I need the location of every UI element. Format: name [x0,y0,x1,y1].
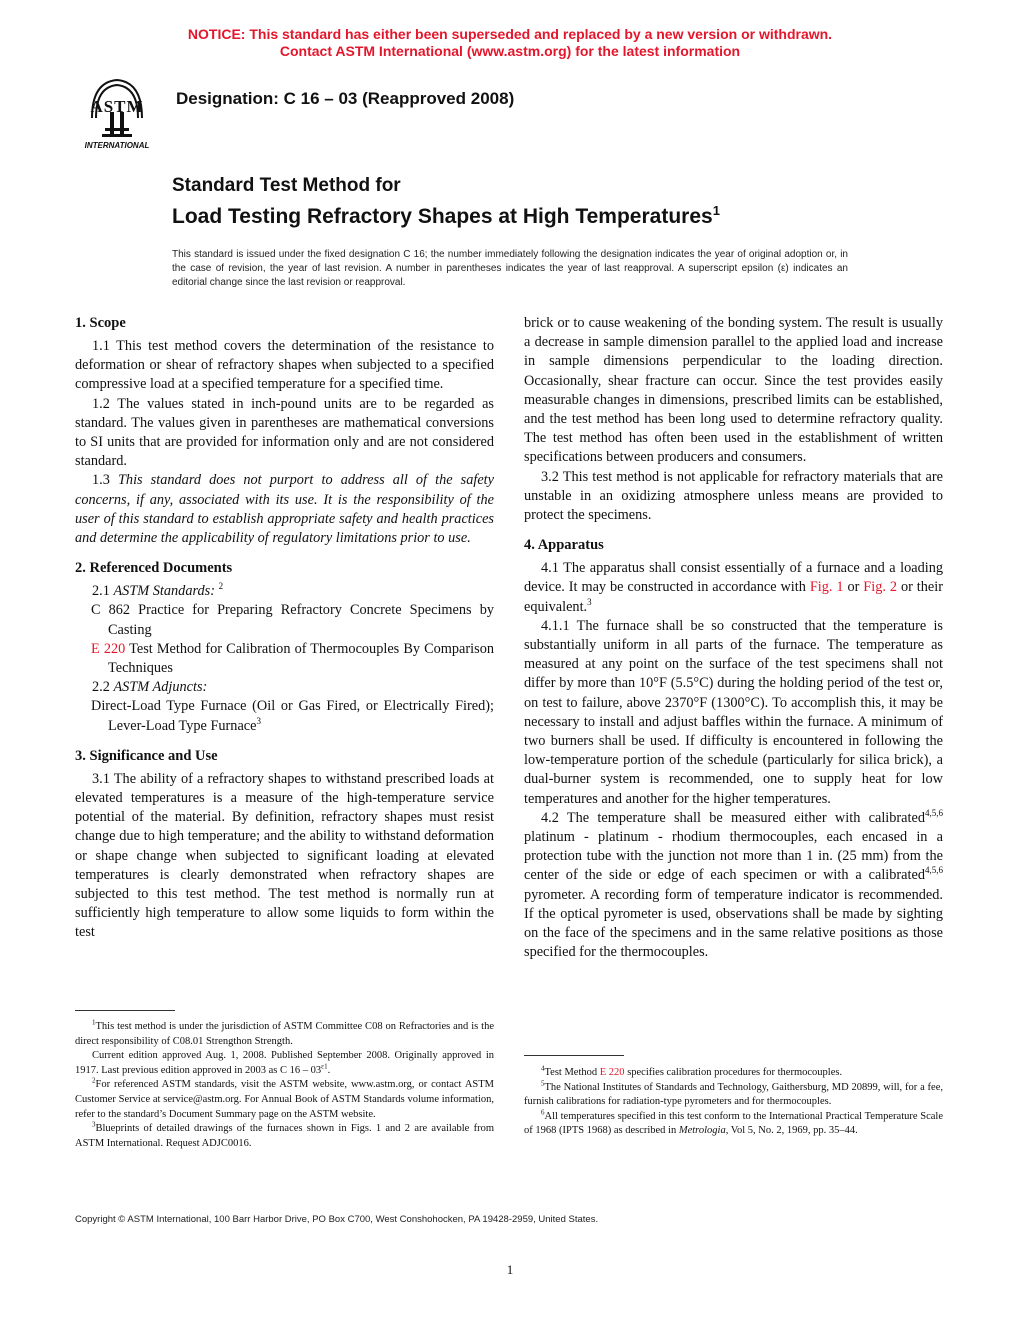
title-line-2 [172,198,720,230]
scope-1-3-text: This standard does not purport to address all of the safety concerns, if any, associated with its use. It is the responsibility of the user of this standard to establish appropriate safety and health practices and determine the applicability of regulatory limitations prior to use. [75,472,494,547]
footnote-rule-left [75,1010,175,1011]
logo-letters: ASTM [90,97,144,116]
footnote-4 [524,1066,943,1081]
footnote-5-text: The National Institutes of Standards and Technology, Gaithersburg, MD 20899, will, for a fee, furnish calibrations for radiation-type pyrometers and for thermocouples. [524,1081,943,1108]
logo-caption: INTERNATIONAL [84,141,150,150]
apparatus-4-1 [524,559,943,617]
footnotes-left [75,1020,494,1151]
copyright-line: Copyright © ASTM International, 100 Barr Harbor Drive, PO Box C700, West Conshohocken, PA 19428-2959, United States. [75,1214,599,1225]
scope-1-3 [75,471,494,548]
apparatus-4-2-mark-1: 4,5,6 [925,808,943,819]
footnote-4-text-b: specifies calibration procedures for thermocouples. [627,1067,843,1078]
apparatus-heading: 4. Apparatus [524,537,604,554]
significance-heading: 3. Significance and Use [75,747,218,764]
footnote-3-mark: 3 [92,1120,96,1129]
title-footnote-mark: 1 [712,203,720,218]
footnote-6-text-a: All temperatures specified in this test conform to the International Practical Temperature Scale of 1968 (IPTS 1968) as described in [524,1110,943,1137]
footnote-3-text: Blueprints of detailed drawings of the furnaces shown in Figs. 1 and 2 are available from ASTM International. Request ADJC0016. [75,1123,494,1149]
significance-3-1a: 3.1 The ability of a refractory shapes to withstand prescribed loads at elevated temperatures is a measure of the high-temperature service potential of the material. By definition, refractory shapes must resist change due to high temperature; and the ability to withstand deformation or shape change when subjected to significant loading at elevated temperatures is clearly demonstrated when refractory shapes are subjected to this test method. The test method is normally run at sufficiently high temperature to allow some liquids to form within the test [75,770,494,941]
title-line-1: Standard Test Method for [172,175,401,196]
footnote-1b-text: Current edition approved Aug. 1, 2008. Published September 2008. Originally approved in 1917. Last previous edition approved in 2003 as C 16 – 03 [75,1050,494,1076]
footnote-1b-mark: ε1 [321,1062,328,1071]
apparatus-4-2-a: 4.2 The temperature shall be measured either with calibrated [541,809,925,826]
apparatus-4-2-c: pyrometer. A recording form of temperature indicator is recommended. If the optical pyrometer is used, observations shall be made by sighting on the face of the specimens and in the same relative positions as those specified for the thermocouples. [524,886,943,961]
apparatus-4-2 [524,809,943,963]
ref-2-1-number: 2.1 [92,583,110,600]
notice-line-2: Contact ASTM International (www.astm.org) for the latest information [279,43,741,59]
footnote-1 [75,1020,494,1049]
apparatus-4-1-text: 4.1 The apparatus shall consist essentially of a furnace and a loading device. It may be constructed in accordance with [524,560,943,596]
right-column [524,314,943,963]
footnote-5 [524,1081,943,1110]
significance-3-1b: brick or to cause weakening of the bonding system. The result is usually a decrease in sample dimension parallel to the applied load and increase in sample dimensions perpendicular to the loading direction. Occasionally, shear fracture can occur. Since the test provides easily measurable changes in dimensions, prescribed limits can be established, and the test method has been long used to determine refractory quality. The test method has often been used in the establishment of written specifications between producers and consumers. [524,315,943,466]
apparatus-4-1-1: 4.1.1 The furnace shall be so constructed that the temperature is substantially uniform in all parts of the furnace. The temperature as measured at any point on the surface of the test specimens shall not differ by more than 10°F (5.5°C) during the holding period of the test or, on test to failure, above 2370°F (1300°C). To accomplish this, it may be necessary to install and adjust baffles within the furnace. A minimum of two burners shall be used. If difficulty is encountered in following the low-temperature portion of the schedule (particularly for silica brick), a dual-burner system is recommended, one to supply heat for low temperatures and another for the higher temperatures. [524,617,943,807]
significance-3-2: 3.2 This test method is not applicable for refractory materials that are unstable in an oxidizing atmosphere unless means are provided to protect the specimens. [524,468,943,524]
apparatus-4-2-mark-2: 4,5,6 [925,865,943,876]
footnote-2 [75,1078,494,1122]
footnote-2-text: For referenced ASTM standards, visit the ASTM website, www.astm.org, or contact ASTM Customer Service at service@astm.org. For Annual Book of ASTM Standards volume information, refer to the standard’s Document Summary page on the ASTM website. [75,1079,494,1120]
ref-adjunct-mark: 3 [256,715,261,726]
apparatus-or: or [847,579,860,596]
astm-logo-icon [72,72,162,152]
apparatus-4-1-end: or their equivalent. [524,579,943,615]
fig-1-link[interactable]: Fig. 1 [809,579,844,596]
ref-2-1 [75,582,494,601]
scope-1-3-number: 1.3 [92,472,110,489]
ref-2-2-label: ASTM Adjuncts: [113,679,208,696]
footnotes-right [524,1066,943,1139]
scope-1-2: 1.2 The values stated in inch-pound units are to be regarded as standard. The values given in parentheses are mathematical conversions to SI units that are provided for information only and are not considered standard. [75,395,494,470]
scope-1-1: 1.1 This test method covers the determination of the resistance to deformation or shear of refractory shapes when subjected to a specified compressive load at a specified temperature for a specified time. [75,338,494,393]
ref-c862-text: Practice for Preparing Refractory Concrete Specimens by Casting [108,602,494,638]
ref-c862 [75,601,494,639]
astm-logo [72,72,162,152]
footnote-6-mark: 6 [541,1108,545,1117]
footnote-1b-end: . [327,1064,331,1076]
footnote-3 [75,1122,494,1151]
footnote-2-mark: 2 [92,1076,96,1085]
footnote-1-mark: 1 [92,1018,96,1027]
referenced-heading: 2. Referenced Documents [75,560,233,577]
document-title [172,174,720,230]
footnote-6-text-b: , Vol 5, No. 2, 1969, pp. 35–44. [725,1125,858,1137]
designation: Designation: C 16 – 03 (Reapproved 2008) [176,89,515,108]
left-column [75,314,494,943]
ref-adjunct [75,697,494,735]
apparatus-4-2-b: platinum - platinum - rhodium thermocouples, each encased in a protection tube with the junction not more than 1 in. (25 mm) from the center of the side or edge of each specimen or with a calibrated [524,829,943,884]
footnote-1b [75,1049,494,1078]
footnote-4-mark: 4 [541,1064,545,1073]
page-number: 1 [506,1262,514,1277]
issued-note: This standard is issued under the fixed designation C 16; the number immediately following the designation indicates the year of original adoption or, in the case of revision, the year of last revision. A number in parentheses indicates the year of last reapproval. A superscript epsilon (ε) indicates an editorial change since the last revision or reapproval. [172,249,848,288]
withdrawal-notice [0,26,1020,60]
ref-e220-text: Test Method for Calibration of Thermocouples By Comparison Techniques [108,640,494,677]
ref-adjunct-text: Direct-Load Type Furnace (Oil or Gas Fired, or Electrically Fired); Lever-Load Type Furnace [91,698,494,734]
ref-2-2 [75,678,494,697]
apparatus-4-1-mark: 3 [587,596,592,607]
footnote-1-text: This test method is under the jurisdiction of ASTM Committee C08 on Refractories and is the direct responsibility of C08.01 Strengthon Strength. [75,1021,494,1047]
ref-2-1-mark: 2 [218,581,224,592]
ref-c862-code: C 862 [91,602,131,619]
notice-line-1: NOTICE: This standard has either been superseded and replaced by a new version or withdrawn. [187,26,833,42]
footnote-4-text-a: Test Method [544,1067,598,1078]
footnote-4-e220-link[interactable]: E 220 [599,1067,625,1078]
footnote-6-journal: Metrologia [678,1125,726,1137]
scope-heading: 1. Scope [75,315,126,331]
ref-2-1-label: ASTM Standards: [113,583,215,600]
footnote-rule-right [524,1055,624,1056]
ref-2-2-number: 2.2 [92,679,110,696]
title-main: Load Testing Refractory Shapes at High Temperatures [172,205,713,228]
ref-e220 [75,640,494,678]
footnote-6 [524,1110,943,1139]
footnote-5-mark: 5 [541,1079,545,1088]
fig-2-link[interactable]: Fig. 2 [863,579,898,596]
ref-e220-link[interactable]: E 220 [91,640,126,657]
